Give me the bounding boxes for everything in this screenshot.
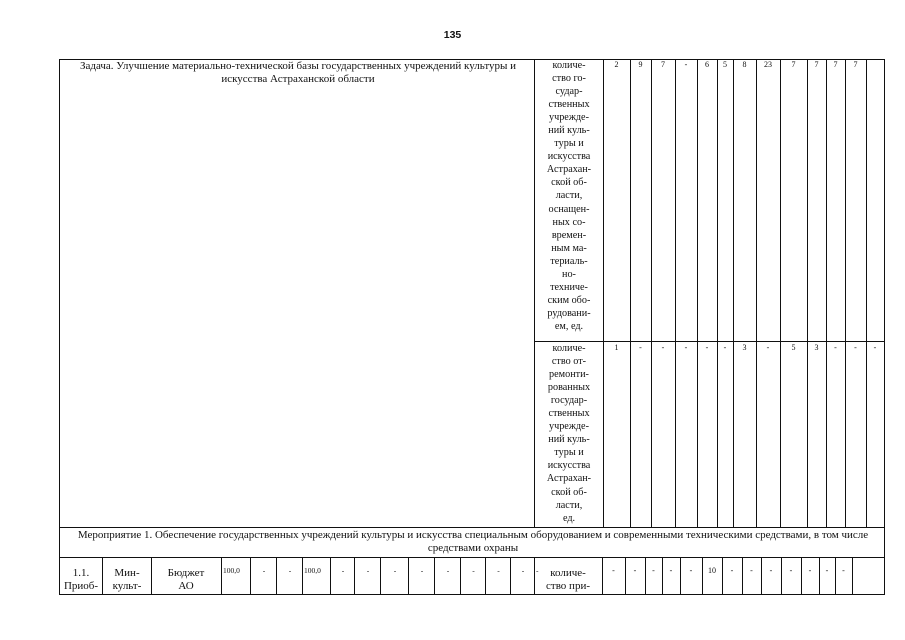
row-column-divider (408, 557, 409, 594)
table-right-border (884, 59, 885, 594)
indicator-1-value: 7 (814, 60, 819, 69)
row-indicator-value: - (612, 566, 615, 575)
indicator-1-value: 6 (705, 60, 709, 69)
indicator-1-value: 7 (853, 60, 858, 69)
value-column-divider (603, 59, 604, 527)
value-column-divider (826, 59, 827, 527)
indicator-2-value: - (854, 343, 857, 352)
indicator-2-value: - (834, 343, 837, 352)
row-column-divider (302, 557, 303, 594)
finance-value: - (262, 566, 266, 575)
row-indicator-value: - (669, 566, 673, 575)
value-column-divider (845, 59, 846, 527)
row-column-divider (485, 557, 486, 594)
value-column-divider (697, 59, 698, 527)
finance-value: - (420, 566, 424, 575)
row-column-divider (852, 557, 853, 594)
indicator-2-value: - (661, 343, 665, 352)
indicator-2-value: 1 (614, 343, 619, 352)
row-indicator-value: - (689, 566, 693, 575)
finance-value: - (288, 566, 292, 575)
row-column-divider (460, 557, 461, 594)
value-column-divider (756, 59, 757, 527)
table-left-border (59, 59, 60, 594)
row-number: 1.1. Приоб- (63, 567, 99, 592)
row-executor: Мин- культ- (112, 567, 142, 592)
finance-value: - (366, 566, 370, 575)
value-column-divider (780, 59, 781, 527)
row-indicator-value: - (750, 566, 753, 575)
value-column-divider (675, 59, 676, 527)
row-indicator-value: - (825, 566, 829, 575)
value-column-divider (651, 59, 652, 527)
finance-value: - (497, 566, 500, 575)
indicator-equipped-institutions: количе- ство го- судар- ственных учрежде- ний куль- туры и искусства Астрахан- ской об- ласти, оснащен- ных со- времен- ным ма- териаль- но- техниче- ским обо- рудовани- ем, ед. (546, 60, 592, 332)
indicator-1-value: 8 (742, 60, 747, 69)
row-column-divider (434, 557, 435, 594)
row-indicator-value: - (808, 566, 812, 575)
indicator-1-value: 7 (661, 60, 665, 69)
value-column-divider (866, 59, 867, 527)
row-indicator-value: 10 (708, 566, 716, 575)
indicator-2-value: 3 (742, 343, 747, 352)
indicator-2-value: - (723, 343, 727, 352)
finance-value: - (341, 566, 345, 575)
value-column-divider (630, 59, 631, 527)
row-column-divider (330, 557, 331, 594)
indicator-1-value: 7 (791, 60, 796, 69)
indicator-2-value: - (639, 343, 642, 352)
value-column-divider (717, 59, 718, 527)
indicator-1-value: 5 (723, 60, 727, 69)
row-column-divider (380, 557, 381, 594)
row-funding-source: Бюджет АО (167, 567, 205, 592)
row-indicator-value: - (842, 566, 845, 575)
indicator-renovated-institutions: количе- ство от- ремонти- рованных государ- ственных учрежде- ний куль- туры и искусства Астрахан- ской об- ласти, ед. (546, 343, 592, 524)
indicator-2-value: - (705, 343, 709, 352)
finance-value: - (472, 566, 475, 575)
finance-value: 100,0 (223, 566, 240, 575)
indicator-2-value: - (684, 343, 688, 352)
finance-value: - (393, 566, 397, 575)
row-column-divider (354, 557, 355, 594)
finance-value: 100,0 (304, 566, 321, 575)
row-indicator-value: - (730, 566, 734, 575)
indicator-1-value: - (684, 60, 688, 69)
page-number: 135 (443, 29, 462, 41)
task-row-bottom-border (59, 527, 885, 528)
row-indicator-value: - (769, 566, 773, 575)
row-column-divider (221, 557, 222, 594)
indicator-2-value: - (766, 343, 770, 352)
indicator-1-value: 9 (638, 60, 643, 69)
finance-value: - (521, 566, 525, 575)
value-column-divider (733, 59, 734, 527)
indicator-1-value: 2 (614, 60, 619, 69)
indicator-1-value: 23 (764, 60, 772, 69)
row-column-divider (510, 557, 511, 594)
finance-value: - (446, 566, 450, 575)
row-indicator-value: - (633, 566, 637, 575)
indicator-2-value: 5 (791, 343, 796, 352)
finance-value: - (536, 566, 539, 575)
row-column-divider (276, 557, 277, 594)
indicator-1-value: 7 (833, 60, 838, 69)
row-indicator: количе- ство при- (546, 567, 590, 592)
indicator-2-value: - (873, 343, 877, 352)
table-bottom-border (59, 594, 885, 595)
measure-title: Мероприятие 1. Обеспечение государственных учреждений культуры и искусства специальным оборудованием и современными техническими средствами, в том числе средствами охраны (77, 529, 869, 554)
row-column-divider (250, 557, 251, 594)
indicator-2-value: 3 (814, 343, 819, 352)
value-column-divider (807, 59, 808, 527)
row-indicator-value: - (789, 566, 793, 575)
indicator-column-left-border (534, 59, 535, 527)
task-title: Задача. Улучшение материально-технической базы государственных учреждений культуры и искусства Астраханской области (79, 60, 517, 85)
row-indicator-value: - (652, 566, 655, 575)
